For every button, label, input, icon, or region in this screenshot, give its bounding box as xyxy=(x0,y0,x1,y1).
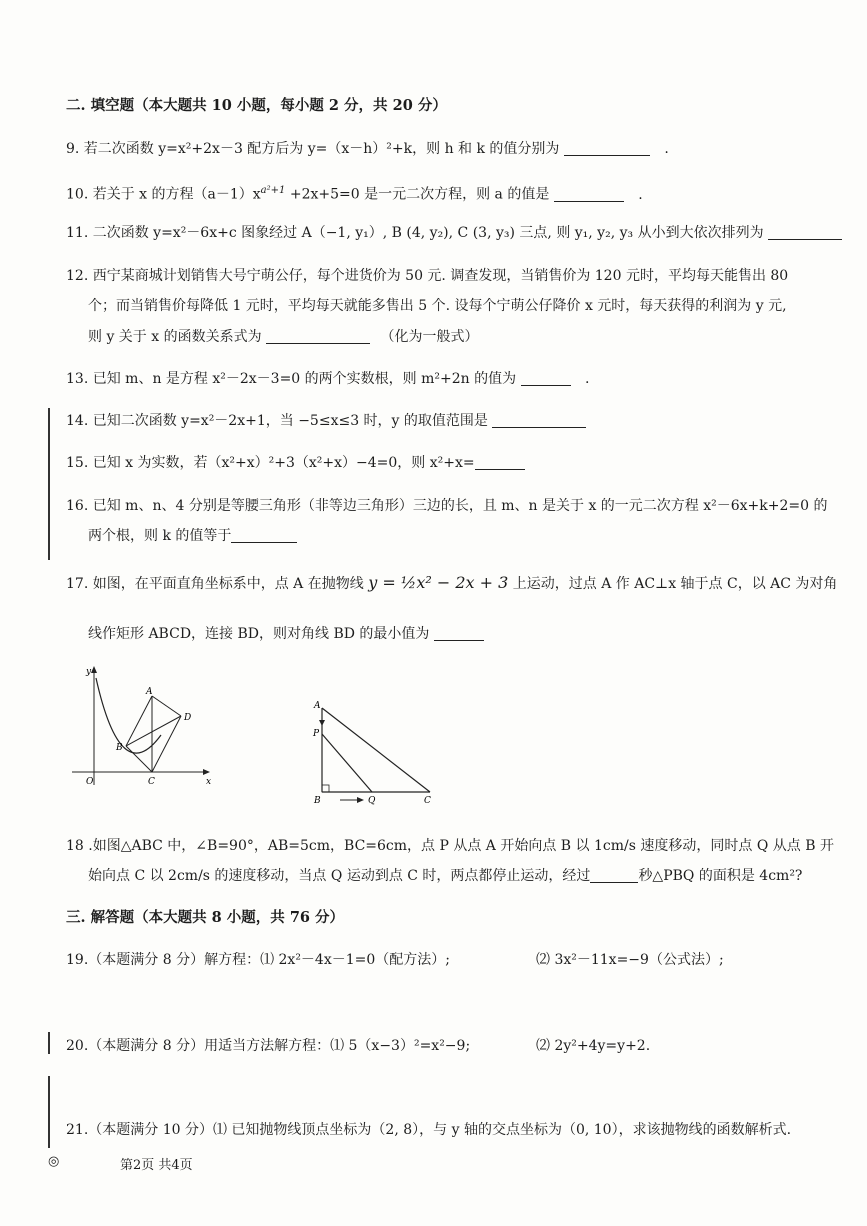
q16-text: 两个根，则 k 的值等于 xyxy=(88,528,232,544)
figure2-label-a: A xyxy=(314,701,321,711)
q18-text-2: 秒△PBQ 的面积是 4cm²? xyxy=(638,868,803,884)
q11-answer-blank[interactable] xyxy=(768,225,842,240)
q12-note: （化为一般式） xyxy=(380,329,479,345)
question-16-line-2 xyxy=(88,526,827,546)
section-2-title: 二. 填空题（本大题共 10 小题，每小题 2 分，共 20 分） xyxy=(66,97,447,114)
q17-answer-blank[interactable] xyxy=(434,626,484,641)
q13-text: 13. 已知 m、n 是方程 x²－2x－3=0 的两个实数根，则 m²+2n 的值为 xyxy=(66,371,517,387)
question-12-line-3 xyxy=(88,327,827,347)
question-9 xyxy=(66,139,827,159)
q10-text-2: +2x+5=0 是一元二次方程，则 a 的值是 xyxy=(285,186,550,203)
question-17-line-1 xyxy=(66,570,838,597)
q9-text: 9. 若二次函数 y=x²+2x－3 配方后为 y=（x－h）²+k，则 h 和 k 的值分别为 xyxy=(66,141,560,157)
q19-part-1: 19.（本题满分 8 分）解方程：⑴ 2x²－4x－1=0（配方法）; xyxy=(66,952,451,968)
question-20-part-2: ⑵ 2y²+4y=y+2. xyxy=(536,1038,651,1054)
question-13 xyxy=(66,369,827,389)
question-14 xyxy=(66,411,827,431)
q15-answer-blank[interactable] xyxy=(475,455,525,470)
q18-text: 始向点 C 以 2cm/s 的速度移动，当点 Q 运动到点 C 时，两点都停止运动，经过 xyxy=(88,868,591,884)
q17-text-2: 上运动，过点 A 作 AC⊥x 轴于点 C，以 AC 为对角 xyxy=(512,576,838,592)
q17-text-3: 线作矩形 ABCD，连接 BD，则对角线 BD 的最小值为 xyxy=(88,626,430,642)
q14-text: 14. 已知二次函数 y=x²－2x+1，当 −5≤x≤3 时，y 的取值范围是 xyxy=(66,413,488,429)
q17-formula: y = ½x² − 2x + 3 xyxy=(368,573,509,592)
footer-mark: ◎ xyxy=(48,1154,60,1169)
q17-text: 17. 如图，在平面直角坐标系中，点 A 在抛物线 xyxy=(66,576,364,592)
q16-answer-blank[interactable] xyxy=(231,528,297,543)
q14-answer-blank[interactable] xyxy=(492,413,586,428)
figure2-arrow-down-icon xyxy=(319,720,325,726)
q12-text: 则 y 关于 x 的函数关系式为 xyxy=(88,329,262,345)
q18-answer-blank[interactable] xyxy=(590,868,638,883)
figure1-label-o: O xyxy=(86,777,94,787)
question-11 xyxy=(66,223,827,243)
figure1-label-a: A xyxy=(146,687,153,697)
q13-period: . xyxy=(585,371,590,387)
figure1-label-c: C xyxy=(148,777,155,787)
q15-text: 15. 已知 x 为实数，若（x²+x）²+3（x²+x）−4=0，则 x²+x= xyxy=(66,455,475,471)
figure2-label-p: P xyxy=(313,729,320,739)
q12-answer-blank[interactable] xyxy=(266,329,370,344)
question-17-line-2 xyxy=(88,624,827,644)
page-number: 第2页 共4页 xyxy=(120,1158,193,1173)
question-20: 20.（本题满分 8 分）用适当方法解方程：⑴ 5（x−3）²=x²−9; xyxy=(66,1038,471,1054)
q10-period: . xyxy=(638,186,643,203)
q9-period: . xyxy=(664,141,669,157)
question-15 xyxy=(66,453,827,473)
q10-answer-blank[interactable] xyxy=(554,187,624,202)
figure1-label-d: D xyxy=(184,713,192,723)
margin-binding-bar xyxy=(48,1032,50,1054)
q10-text: 10. 若关于 x 的方程（a－1）x xyxy=(66,186,261,203)
section-3-title: 三. 解答题（本大题共 8 小题，共 76 分） xyxy=(66,909,345,926)
q9-answer-blank[interactable] xyxy=(564,141,650,156)
figure1-label-b: B xyxy=(116,743,123,753)
figure2-right-angle-mark xyxy=(322,785,329,792)
margin-binding-bar xyxy=(48,1076,50,1148)
question-16-line-1: 16. 已知 m、n、4 分别是等腰三角形（非等边三角形）三边的长，且 m、n 是关于 x 的一元二次方程 x²－6x+k+2=0 的 xyxy=(66,498,828,514)
question-10 xyxy=(66,181,827,205)
question-18-line-2 xyxy=(88,866,827,886)
margin-binding-bar xyxy=(48,408,50,560)
q13-answer-blank[interactable] xyxy=(521,371,571,386)
question-21: 21.（本题满分 10 分）⑴ 已知抛物线顶点坐标为（2, 8），与 y 轴的交点坐标为（0, 10），求该抛物线的函数解析式. xyxy=(66,1122,792,1138)
question-18-line-1: 18 .如图△ABC 中，∠B=90°，AB=5cm，BC=6cm，点 P 从点 A 开始向点 B 以 1cm/s 速度移动，同时点 Q 从点 B 开 xyxy=(66,838,834,854)
figure1-label-x: x xyxy=(206,777,212,787)
figure2-label-q: Q xyxy=(368,796,376,806)
figure2-segment-pq xyxy=(322,734,372,792)
question-19-part-2: ⑵ 3x²－11x=−9（公式法）; xyxy=(536,952,724,968)
figure2-arrow-right-icon xyxy=(357,797,364,803)
question-12-line-1: 12. 西宁某商城计划销售大号宁萌公仔，每个进货价为 50 元. 调查发现，当销售价为 120 元时，平均每天能售出 80 xyxy=(66,268,789,284)
question-12-line-2: 个；而当销售价每降低 1 元时，平均每天就能多售出 5 个. 设每个宁萌公仔降价 x 元时，每天获得的利润为 y 元, xyxy=(88,298,787,314)
figure1-label-y: y xyxy=(86,667,92,677)
figure-triangle-pbq xyxy=(306,696,446,808)
q10-exponent: a²+1 xyxy=(260,185,286,196)
q11-text: 11. 二次函数 y=x²－6x+c 图象经过 A（−1, y₁）, B (4, y₂), C (3, y₃) 三点, 则 y₁, y₂, y₃ 从小到大依次排列为 xyxy=(66,225,764,241)
figure2-label-c: C xyxy=(424,796,431,806)
figure2-side-ac xyxy=(322,708,430,792)
figure-parabola-rectangle xyxy=(66,660,216,790)
figure2-label-b: B xyxy=(314,796,321,806)
